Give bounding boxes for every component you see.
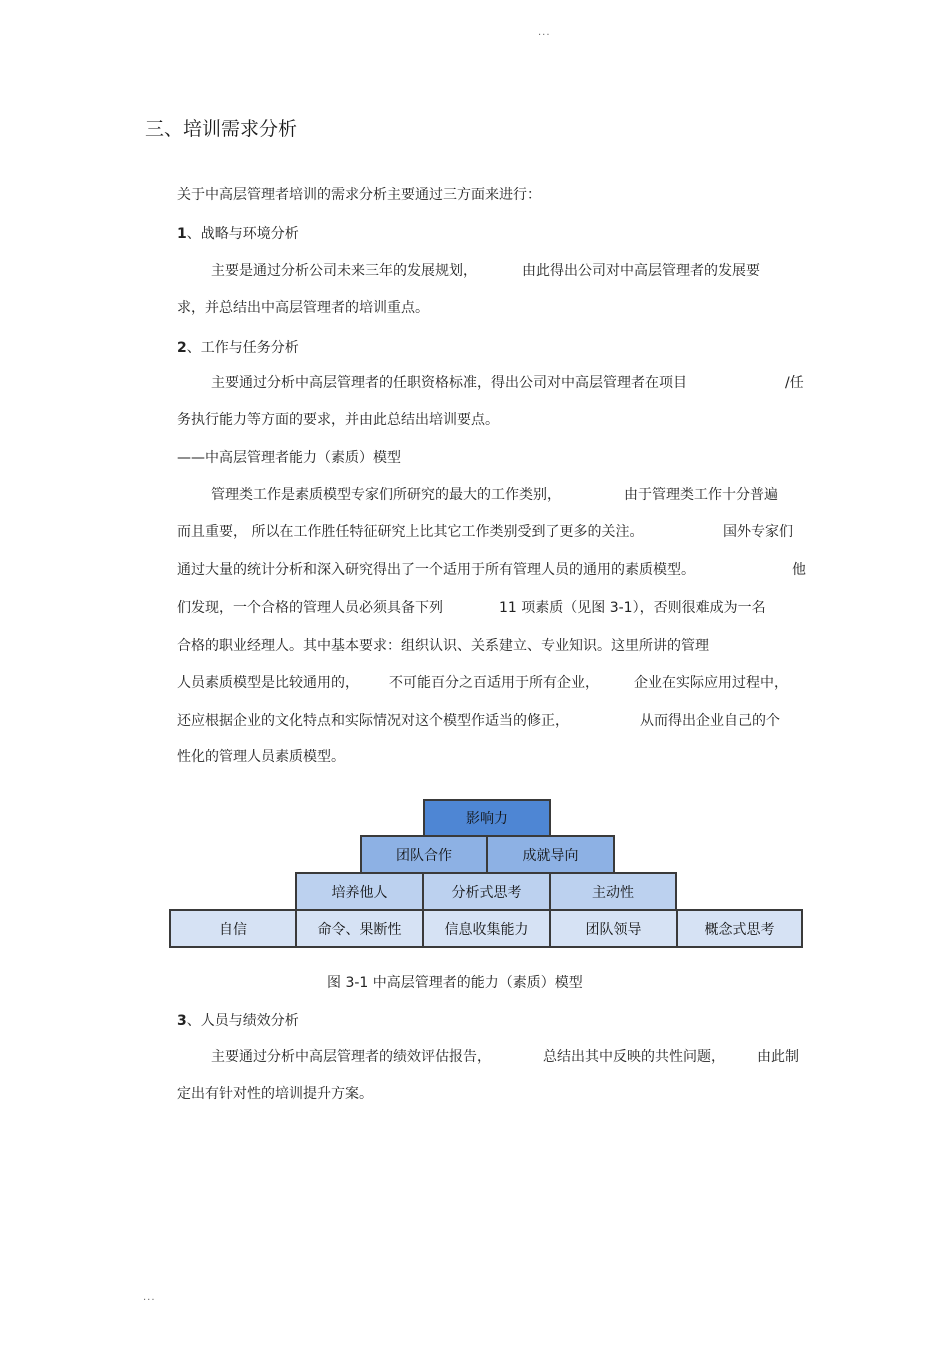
subsection-1-number: 1 xyxy=(177,226,187,242)
footer-marker: ... xyxy=(143,1292,156,1303)
subsection-2-heading xyxy=(177,337,299,357)
s3-line1b: 总结出其中反映的共性问题， xyxy=(543,1049,725,1065)
pyramid-box-teamwork: 团队合作 xyxy=(360,835,488,874)
intro-paragraph: 关于中高层管理者培训的需求分析主要通过三方面来进行： xyxy=(177,187,541,203)
subsection-3-heading xyxy=(177,1010,299,1030)
model-title: ——中高层管理者能力（素质）模型 xyxy=(177,450,401,466)
model-line-7b: 从而得出企业自己的个 xyxy=(640,713,780,729)
pyramid-box-influence: 影响力 xyxy=(423,799,551,837)
model-line-6c: 企业在实际应用过程中， xyxy=(634,675,788,691)
model-line-3b: 他 xyxy=(792,562,806,578)
s3-line1a: 主要通过分析中高层管理者的绩效评估报告， xyxy=(211,1049,491,1065)
model-line-5: 合格的职业经理人。其中基本要求：组织认识、关系建立、专业知识。这里所讲的管理 xyxy=(177,638,709,654)
pyramid-box-analytical-thinking: 分析式思考 xyxy=(422,872,551,911)
model-line-1a: 管理类工作是素质模型专家们所研究的最大的工作类别， xyxy=(211,487,561,503)
pyramid-box-information-seeking: 信息收集能力 xyxy=(422,909,551,948)
pyramid-box-initiative: 主动性 xyxy=(549,872,677,911)
model-line-8: 性化的管理人员素质模型。 xyxy=(177,749,345,765)
subsection-1-title: 、战略与环境分析 xyxy=(186,226,299,242)
s1-line1b: 由此得出公司对中高层管理者的发展要 xyxy=(522,263,760,279)
pyramid-box-achievement: 成就导向 xyxy=(486,835,615,874)
model-line-4b: 11 项素质（见图 3-1），否则很难成为一名 xyxy=(499,600,766,616)
header-marker: ... xyxy=(538,27,551,38)
s3-line1c: 由此制 xyxy=(757,1049,799,1065)
subsection-3-title: 、人员与绩效分析 xyxy=(186,1013,299,1029)
subsection-2-title: 、工作与任务分析 xyxy=(186,340,299,356)
s2-line2: 务执行能力等方面的要求，并由此总结出培训要点。 xyxy=(177,412,499,428)
model-line-6a: 人员素质模型是比较通用的， xyxy=(177,675,359,691)
pyramid-box-self-confidence: 自信 xyxy=(169,909,297,948)
pyramid-box-developing-others: 培养他人 xyxy=(295,872,424,911)
s2-line1b: /任 xyxy=(785,375,804,391)
subsection-1-heading xyxy=(177,223,299,243)
model-line-2b: 国外专家们 xyxy=(723,524,793,540)
pyramid-box-directiveness: 命令、果断性 xyxy=(295,909,424,948)
section-title: 三、培训需求分析 xyxy=(145,118,298,140)
pyramid-box-conceptual-thinking: 概念式思考 xyxy=(676,909,803,948)
model-line-3a: 通过大量的统计分析和深入研究得出了一个适用于所有管理人员的通用的素质模型。 xyxy=(177,562,695,578)
pyramid-box-team-leadership: 团队领导 xyxy=(549,909,678,948)
subsection-2-number: 2 xyxy=(177,340,187,356)
model-line-1b: 由于管理类工作十分普遍 xyxy=(624,487,778,503)
subsection-3-number: 3 xyxy=(177,1013,187,1029)
model-line-4a: 们发现，一个合格的管理人员必须具备下列 xyxy=(177,600,443,616)
s2-line1a: 主要通过分析中高层管理者的任职资格标准，得出公司对中高层管理者在项目 xyxy=(211,375,687,391)
s1-line2: 求，并总结出中高层管理者的培训重点。 xyxy=(177,300,429,316)
s3-line2: 定出有针对性的培训提升方案。 xyxy=(177,1086,373,1102)
model-line-2a: 而且重要， 所以在工作胜任特征研究上比其它工作类别受到了更多的关注。 xyxy=(177,524,644,540)
model-line-7a: 还应根据企业的文化特点和实际情况对这个模型作适当的修正， xyxy=(177,713,569,729)
model-line-6b: 不可能百分之百适用于所有企业， xyxy=(389,675,599,691)
s1-line1a: 主要是通过分析公司未来三年的发展规划， xyxy=(211,263,477,279)
figure-caption: 图 3-1 中高层管理者的能力（素质）模型 xyxy=(327,975,583,991)
